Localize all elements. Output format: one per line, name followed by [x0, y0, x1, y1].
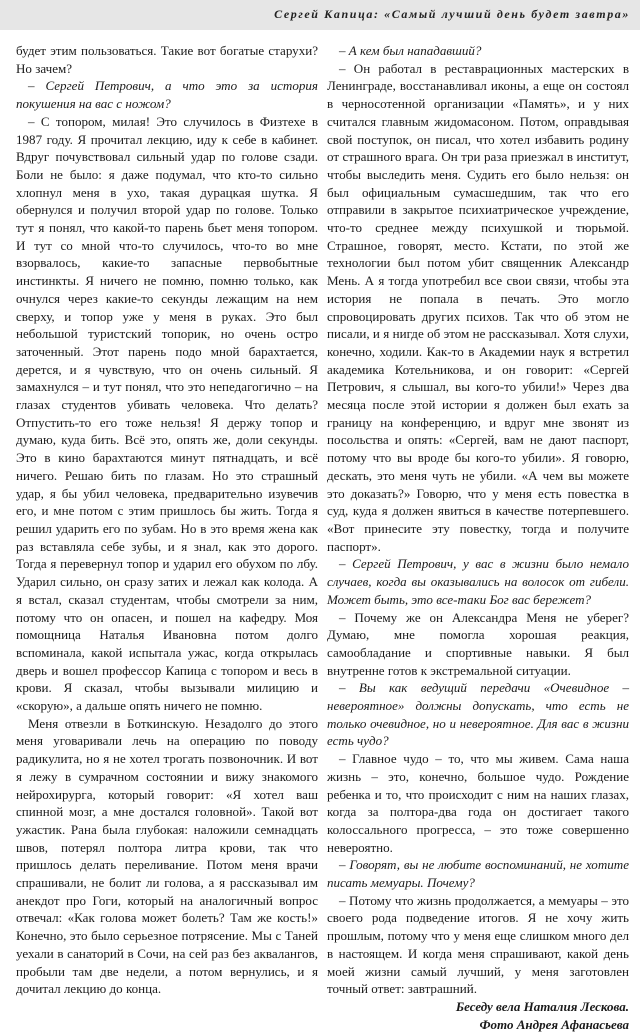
interview-answer: – С топором, милая! Это случилось в Физтехе в 1987 году. Я прочитал лекцию, иду к себе в кабинет. Вдруг почувствовал сильный удар по голове сзади. Боли не было: я даже подумал, что кто-то сильно хлопнул меня в ухо, такая дурацкая шутка. Я обернулся и получил второй удар по голове. Только тут я понял, что какой-то парень бьет меня топором. И тут со мной что-то случилось, что-то во мне взорвалось, какие-то запасные первобытные инстинкты. Я ничего не помню, помню только, как очнулся через какие-то секунды лежащим на нем сверху, и топор уже у меня в руках. Это был небольшой туристский топорик, но очень остро заточенный. Этот парень подо мной барахтается, дерется, и я чувствую, что он очень сильный. Я замахнулся – и тут понял, что это непедагогично – на глазах студентов убивать человека. Что делать? Отпустить-то его тоже нельзя! Я держу топор и думаю, куда бить. Всё это, опять же, доли секунды. Это в кино барахтаются минут пятнадцать, и всё ничего. Решаю бить по глазам. Но это страшный удар, я бы убил человека, предварительно изувечив его, и мне потом с этим пришлось бы жить. Тогда я решил ударить его по зубам. Но в это время жена как раз вставляла себе зубы, и я знал, как это дорого. Тогда я перевернул топор и ударил его обухом по лбу. Ударил сильно, он сразу затих и лежал как колода. А я встал, сказал студентам, чтобы смотрели за ним, потому что он опасен, и пошел на кафедру. Моя помощница Наталья Ивановна потом долго вспоминала, какой испытала ужас, когда открылась дверь и вошел профессор Капица с топором и весь в крови. Я сказал, чтобы вызывали милицию и «скорую», а дальше опять ничего не помню. [16, 113, 318, 714]
left-text-column [16, 42, 318, 998]
running-header-bar [0, 0, 640, 30]
right-text-column [327, 42, 629, 1033]
photo-credit: Фото Андрея Афанасьева [479, 1016, 629, 1032]
interview-question: – Сергей Петрович, а что это за история покушения на вас с ножом? [16, 78, 318, 112]
interview-answer: – Главное чудо – то, что мы живем. Сама наша жизнь – это, конечно, большое чудо. Рождение ребенка и то, что происходит с ним на наших глазах, когда за полтора-два года он достигает такого колоссального прогресса, – это тоже совершенно невероятно. [327, 751, 629, 855]
interview-question: – Говорят, вы не любите воспоминаний, не хотите писать мемуары. Почему? [327, 857, 629, 891]
running-title: Сергей Капица: «Самый лучший день будет завтра» [274, 7, 630, 21]
interview-question: – Сергей Петрович, у вас в жизни было немало случаев, когда вы оказывались на волосок от гибели. Может быть, это все-таки Бог вас бережет? [327, 556, 629, 607]
interviewer-credit: Беседу вела Наталия Лескова. [455, 998, 629, 1014]
interview-question: – Вы как ведущий передачи «Очевидное – невероятное» должны допускать, что есть не только очевидное, но и невероятное. Для вас в жизни есть чудо? [327, 680, 629, 749]
paragraph-continuation: будет этим пользоваться. Такие вот богатые старухи? Но зачем? [16, 43, 318, 76]
interview-answer: – Почему же он Александра Меня не уберег? Думаю, мне помогла хорошая реакция, самообладание и спортивные навыки. Я был внутренне готов к экстремальной ситуации. [327, 609, 629, 678]
interview-answer: Меня отвезли в Боткинскую. Незадолго до этого меня уговаривали лечь на операцию по поводу радикулита, но я не хотел трогать позвоночник. И вот я лежу в сумрачном состоянии и вижу знакомого нейрохирурга, который говорит: «Я хотел ваш спинной мозг, а мне достался головной». Такой вот ужастик. Рана была глубокая: наложили семнадцать швов, потерял полтора литра крови, так что пришлось делать переливание. Потом меня врачи спрашивали, не болит ли голова, а я рассказывал им анекдот про Гоги, который на аналогичный вопрос отвечал: «Как голова может болеть? Там же кость!» Конечно, это было серьезное потрясение. Мы с Таней уехали в санаторий в Сочи, на сей раз без аквалангов, пробыли там две недели, а потом вернулись, и я дочитал лекцию до конца. [16, 715, 318, 997]
interview-question: – А кем был нападавший? [339, 43, 482, 58]
interview-answer: – Потому что жизнь продолжается, а мемуары – это своего рода подведение итогов. Я не хочу жить прошлым, потому что у меня еще слишком много дел в настоящем. И когда меня спрашивают, какой день моей жизни самый лучший, у меня заготовлен точный ответ: завтрашний. [327, 892, 629, 997]
interview-answer: – Он работал в реставрационных мастерских в Ленинграде, восстанавливал иконы, а еще он состоял в черносотенной организации «Память», и у них считался главным жидомасоном. Потом, оправдывая свой поступок, он писал, что хотел избавить родину от страшного врага. Он три раза приезжал в институт, чтобы выследить меня. Судить его было нельзя: он был официальным сумасшедшим, так что его отправили в закрытое психиатрическое учреждение, что-то среднее между психушкой и тюрьмой. Страшное, говорят, место. Кстати, по этой же технологии был потом убит священник Александр Мень. А я тогда употребил все свои связи, чтобы эта история не попала в печать. Это могло спровоцировать других психов. Так что об этом не писали, и я нигде об этом не рассказывал. Хотя слухи, конечно, ходили. Как-то в Академии наук я встретил академика Котельникова, и он говорит: «Сергей Петрович, я слышал, вы кого-то убили!» Через два месяца после этой истории я должен был ехать за границу на конференцию, и вдруг мне звонят из посольства и опять: «Сергей, вам не дают паспорт, потому что вы вроде бы кого-то убили». Я говорю, дескать, это меня чуть не убили. «А чем вы можете это доказать?» Говорю, что у меня есть повестка в суд, куда я должен явиться в качестве потерпевшего. «Вот принесите эту повестку, тогда и получите паспорт». [327, 60, 629, 554]
